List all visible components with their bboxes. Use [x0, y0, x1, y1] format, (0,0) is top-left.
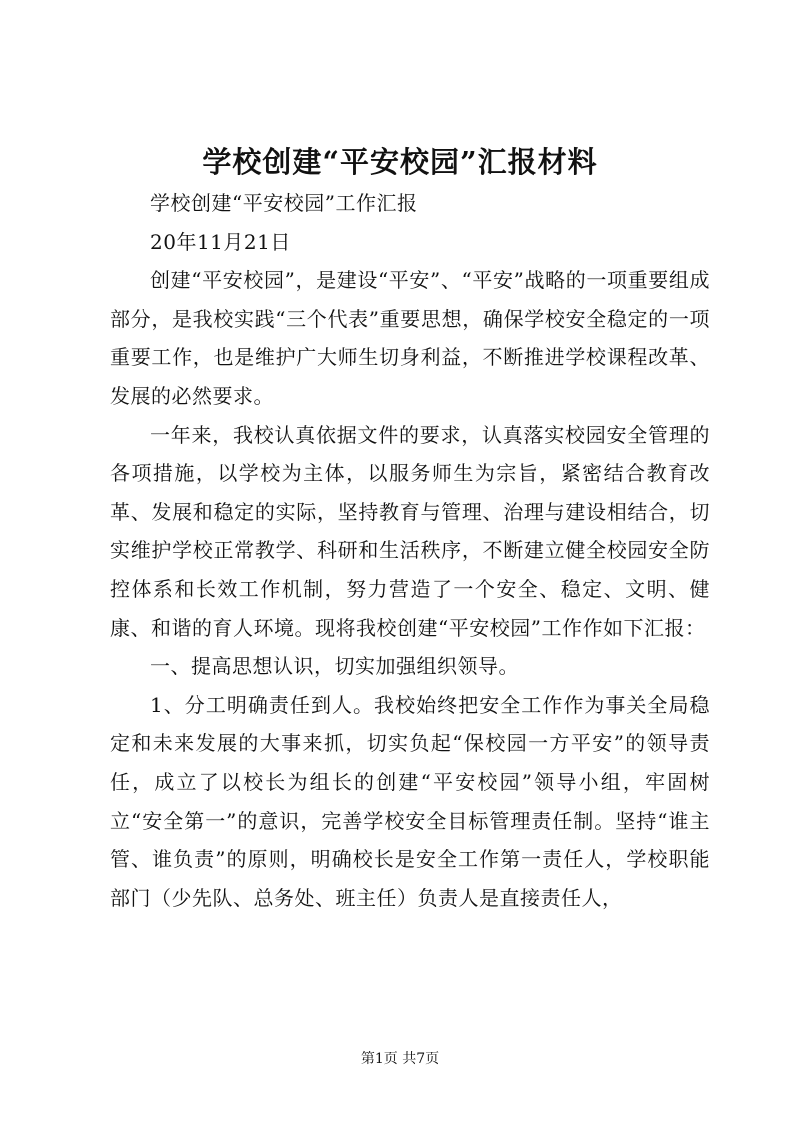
report-subtitle: 学校创建“平安校园”工作汇报	[150, 191, 418, 215]
document-title: 学校创建“平安校园”汇报材料	[202, 145, 598, 179]
section-heading-1: 一、提高思想认识，切实加强组织领导。	[150, 654, 519, 679]
document-body	[110, 184, 710, 917]
report-date: 20年11月21日	[150, 229, 291, 254]
paragraph-intro: 创建“平安校园”，是建设“平安”、“平安”战略的一项重要组成部分，是我校实践“三个代表”重要思想，确保学校安全稳定的一项重要工作，也是维护广大师生切身利益，不断推进学校课程改革、发展的必然要求。	[110, 268, 710, 408]
page-footer: 第1页 共7页	[360, 1051, 440, 1067]
paragraph-responsibility: 1、分工明确责任到人。我校始终把安全工作作为事关全局稳定和未来发展的大事来抓，切实负起“保校园一方平安”的领导责任，成立了以校长为组长的创建“平安校园”领导小组，牢固树立“安全第一”的意识，完善学校安全目标管理责任制。坚持“谁主管、谁负责”的原则，明确校长是安全工作第一责任人，学校职能部门（少先队、总务处、班主任）负责人是直接责任人，	[110, 692, 710, 910]
paragraph-overview: 一年来，我校认真依据文件的要求，认真落实校园安全管理的各项措施，以学校为主体，以服务师生为宗旨，紧密结合教育改革、发展和稳定的实际，坚持教育与管理、治理与建设相结合，切实维护学校正常教学、科研和生活秩序，不断建立健全校园安全防控体系和长效工作机制，努力营造了一个安全、稳定、文明、健康、和谐的育人环境。现将我校创建“平安校园”工作作如下汇报：	[110, 422, 710, 640]
